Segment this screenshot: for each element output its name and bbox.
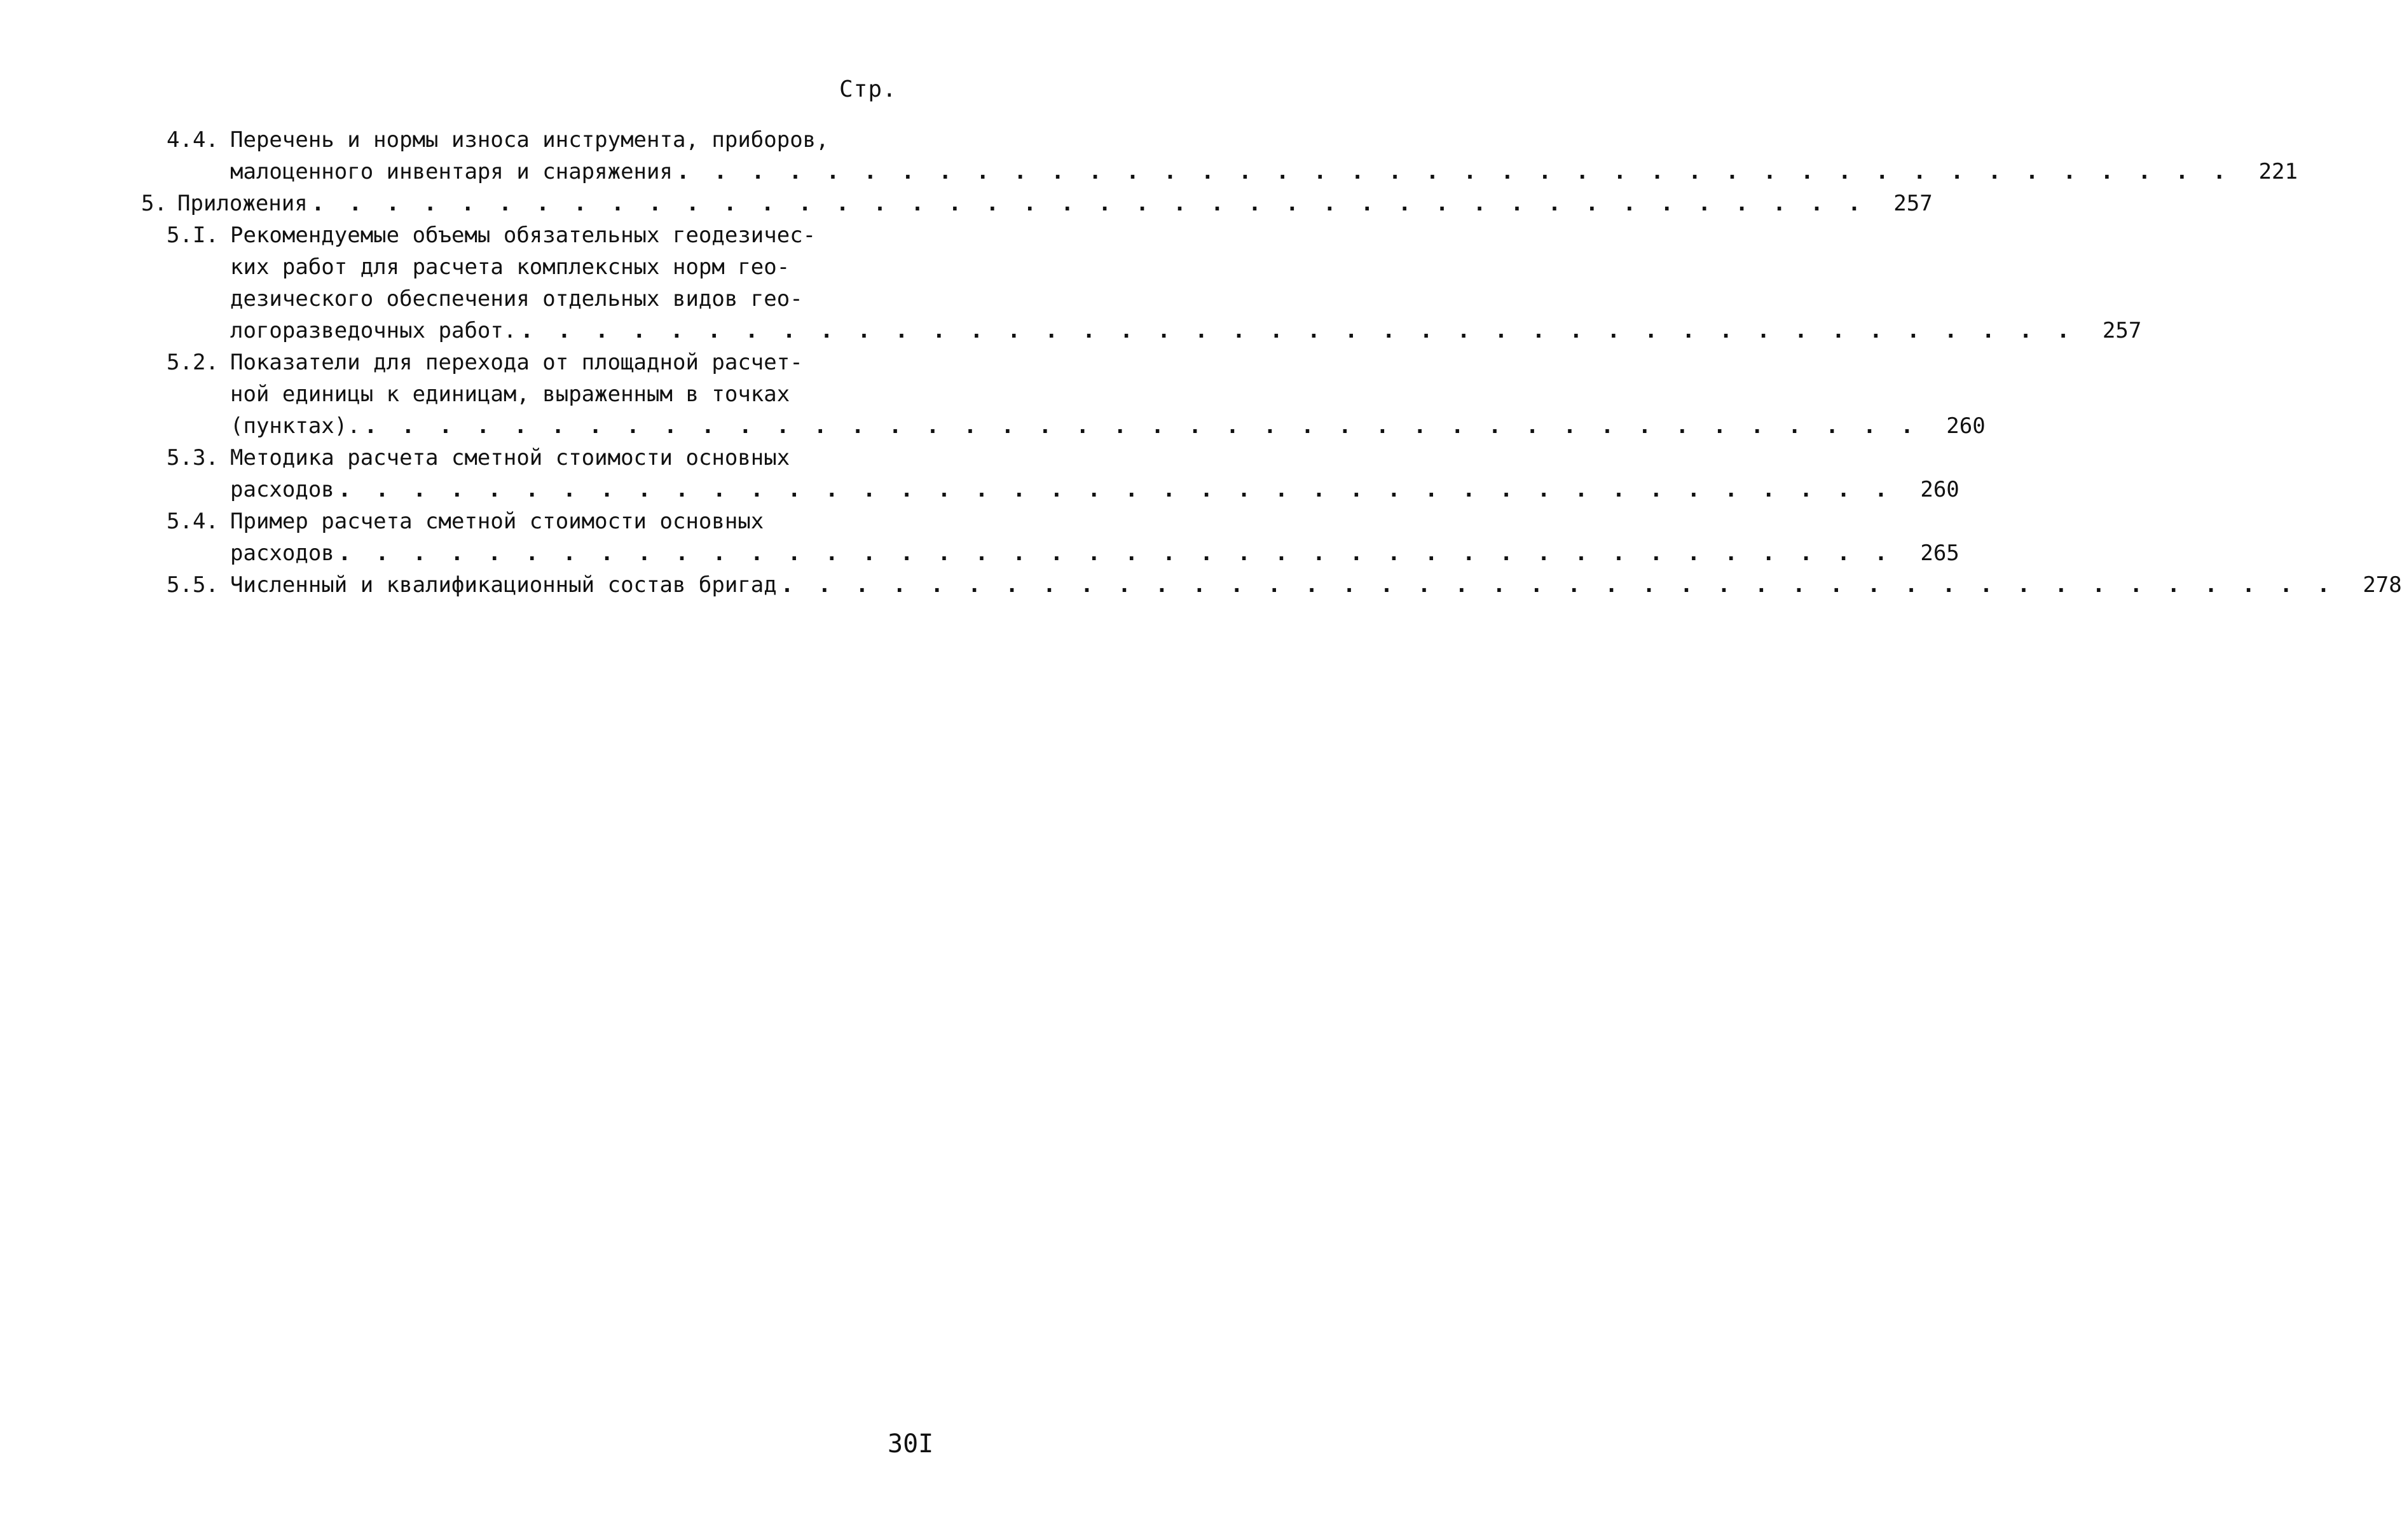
toc-entry-line: Пример расчета сметной стоимости основных: [230, 509, 764, 534]
dot-leader: . . . . . . . . . . . . . . . . . . . . . . . . . . . . . . . . . . . . . . . . . .: [338, 540, 1893, 566]
toc-entry-number: 5.2.: [167, 350, 219, 375]
toc-entry-number: 5.3.: [167, 445, 219, 471]
toc-entry-5-5[interactable]: [141, 569, 2402, 601]
toc-entry-line: Численный и квалификационный состав бригад: [230, 572, 777, 598]
toc-page-number: 278: [2363, 572, 2402, 598]
toc-entry-4-4[interactable]: [141, 124, 2298, 188]
toc-entry-line: ких работ для расчета комплексных норм гео-: [230, 254, 790, 280]
toc-entry-number: 4.4.: [167, 127, 219, 153]
toc-entry-line: расходов: [230, 477, 334, 502]
toc-entry-line: ной единицы к единицам, выраженным в точках: [230, 382, 790, 407]
toc-entry-line: дезического обеспечения отдельных видов гео-: [230, 286, 803, 312]
toc-entry-line: Перечень и нормы износа инструмента, приборов,: [230, 127, 829, 153]
toc-entry-line: Показатели для перехода от площадной расчет-: [230, 350, 803, 375]
toc-page-number: 257: [2102, 318, 2142, 343]
toc-entry-5-4[interactable]: [141, 505, 1959, 569]
toc-entry-line: Приложения: [177, 191, 308, 216]
dot-leader: . . . . . . . . . . . . . . . . . . . . . . . . . . . . . . . . . . . . . . . . . .: [364, 413, 1919, 439]
toc-entry-line: (пунктах).: [230, 413, 360, 439]
toc-entry-5[interactable]: [141, 188, 1933, 219]
toc-page-number: 260: [1946, 413, 1986, 439]
dot-leader: . . . . . . . . . . . . . . . . . . . . . . . . . . . . . . . . . . . . . . . . . .: [338, 477, 1893, 502]
toc-entry-number: 5.4.: [167, 509, 219, 534]
toc-entry-line: логоразведочных работ.: [230, 318, 517, 343]
toc-entry-line: Методика расчета сметной стоимости основных: [230, 445, 790, 471]
dot-leader: . . . . . . . . . . . . . . . . . . . . . . . . . . . . . . . . . . . . . . . . . .: [520, 318, 2076, 343]
toc-entry-line: Рекомендуемые объемы обязательных геодезичес-: [230, 223, 816, 248]
toc-entry-number: 5.5.: [167, 572, 219, 598]
toc-page-number: 221: [2258, 159, 2298, 184]
toc-entry-number: 5.: [141, 191, 167, 216]
toc-page-number: 257: [1893, 191, 1933, 216]
dot-leader: . . . . . . . . . . . . . . . . . . . . . . . . . . . . . . . . . . . . . . . . . .: [676, 159, 2232, 184]
toc-entry-number: 5.I.: [167, 223, 219, 248]
table-of-contents: [141, 124, 2402, 601]
toc-entry-line: расходов: [230, 540, 334, 566]
toc-entry-line: малоценного инвентаря и снаряжения: [230, 159, 673, 184]
toc-entry-5-2[interactable]: [141, 347, 1986, 442]
dot-leader: . . . . . . . . . . . . . . . . . . . . . . . . . . . . . . . . . . . . . . . . . .: [780, 572, 2336, 598]
dot-leader: . . . . . . . . . . . . . . . . . . . . . . . . . . . . . . . . . . . . . . . . . .: [311, 191, 1867, 216]
page-column-label: Стр.: [839, 76, 897, 102]
toc-entry-5-3[interactable]: [141, 442, 1959, 505]
toc-page-number: 260: [1920, 477, 1959, 502]
toc-entry-5-1[interactable]: [141, 219, 2142, 347]
page-folio-number: 30I: [888, 1429, 934, 1459]
toc-page-number: 265: [1920, 540, 1959, 566]
